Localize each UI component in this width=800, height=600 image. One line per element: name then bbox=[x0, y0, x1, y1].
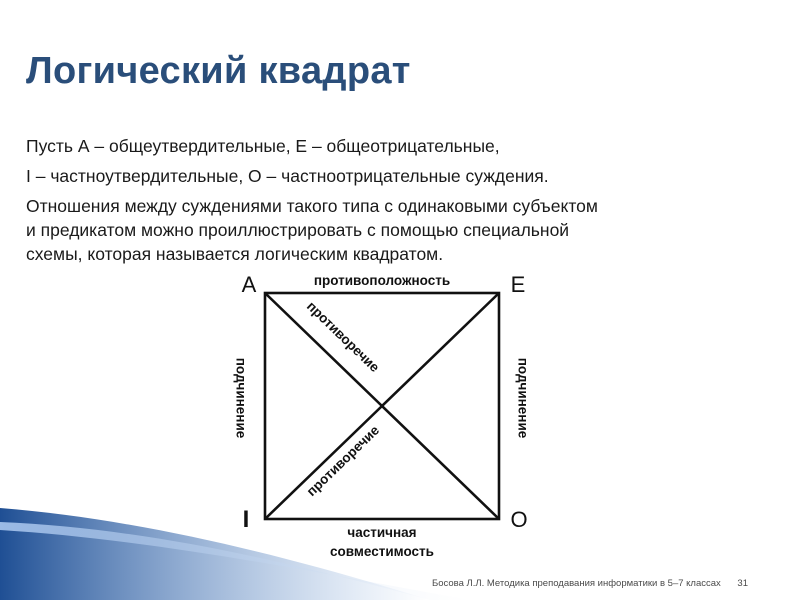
footer-author: Босова Л.Л. Методика преподавания информатики в 5–7 классах bbox=[432, 578, 721, 589]
corner-label-o: O bbox=[510, 507, 528, 532]
slide-title: Логический квадрат bbox=[26, 50, 411, 92]
paragraph-line-3: Отношения между суждениями такого типа с одинаковыми субъектом bbox=[26, 196, 598, 216]
paragraph-line-5: схемы, которая называется логическим квадратом. bbox=[26, 244, 444, 264]
paragraph-line-1: Пусть А – общеутвердительные, Е – общеотрицательные, bbox=[26, 136, 500, 156]
corner-label-a: A bbox=[241, 272, 257, 297]
paragraph-line-4: и предикатом можно проиллюстрировать с помощью специальной bbox=[26, 220, 570, 240]
relation-label-diagonal-upper: противоречие bbox=[303, 298, 383, 376]
relation-label-diagonal-lower: противоречие bbox=[303, 422, 383, 500]
slide-footer bbox=[432, 578, 748, 589]
corner-label-i: I bbox=[242, 506, 250, 533]
page-number: 31 bbox=[737, 578, 748, 589]
relation-label-left: подчинение bbox=[233, 357, 249, 439]
relation-label-top: противоположность bbox=[313, 273, 451, 288]
relation-label-right: подчинение bbox=[515, 357, 531, 439]
relation-label-bottom-line-1: частичная bbox=[347, 525, 417, 540]
relation-label-bottom-line-2: совместимость bbox=[330, 544, 434, 559]
corner-label-e: E bbox=[510, 272, 526, 297]
paragraph-line-2: I – частноутвердительные, О – частноотрицательные суждения. bbox=[26, 166, 549, 186]
